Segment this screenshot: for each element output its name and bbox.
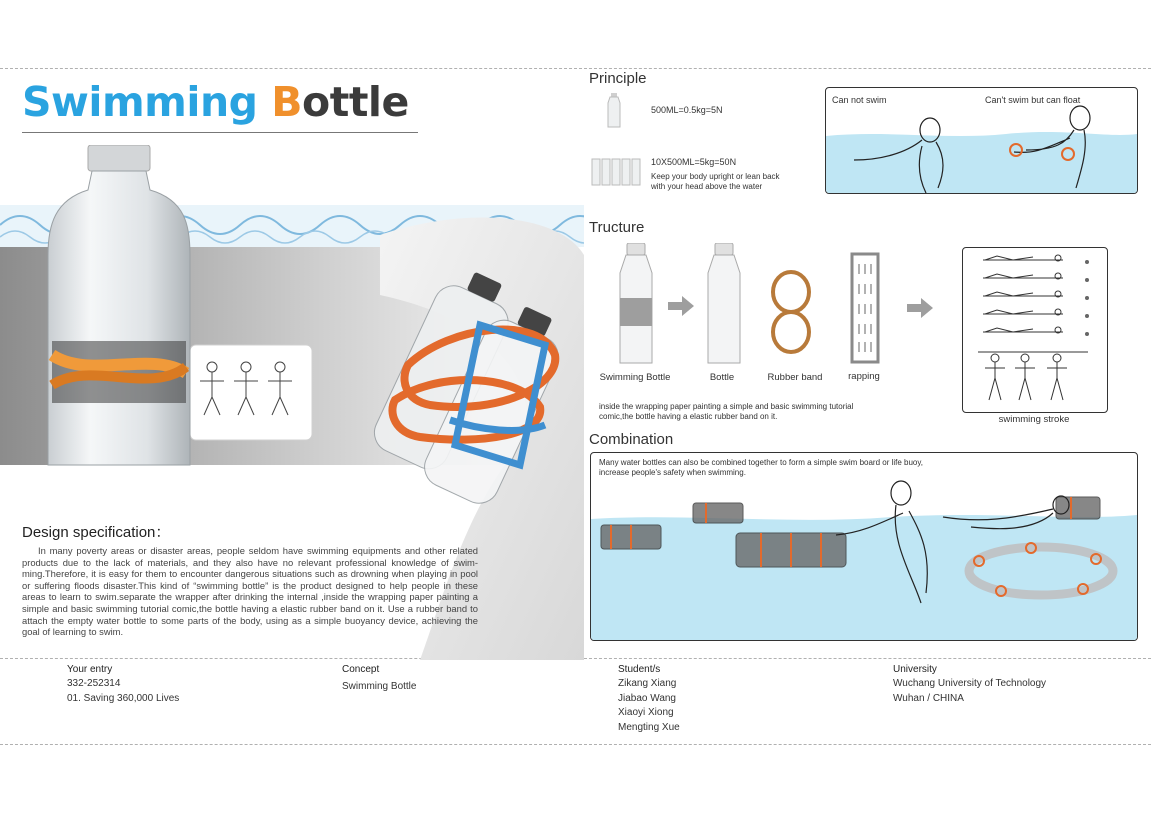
footer-entry-values [67,677,179,706]
footer-entry-line: 332-252314 [67,678,121,689]
student-name: Mengting Xue [618,721,680,733]
arrow-right-icon [668,296,694,316]
structure-note: inside the wrapping paper painting a simple and basic swimming tutorial comic,the bottle having a elastic rubber band on it. [599,402,854,421]
arrow-right-icon-2 [907,298,933,318]
structure-heading: Tructure [589,219,645,236]
title-letter-b: B [271,78,303,126]
swimming-stroke-comic [963,248,1107,412]
title-underline [22,132,418,133]
footer-university-label: University [893,664,937,675]
wrapping-paper-icon [850,252,880,364]
bottom-dashed-line [0,744,1151,745]
principle-line-1: 500ML=0.5kg=5N [651,105,723,115]
principle-panel [825,87,1138,194]
label-swimming-bottle: Swimming Bottle [599,372,671,383]
principle-heading: Principle [589,70,647,87]
combination-illustration [591,453,1137,640]
bottle-icon [700,243,748,367]
floating-people-illustration [826,88,1137,193]
footer-students-values [618,677,680,735]
swimming-stroke-label: swimming stroke [998,414,1070,425]
label-rubber-band: Rubber band [767,372,823,383]
page-title [22,78,409,126]
design-spec-heading: Design specification： [22,524,171,541]
swimming-bottle-icon [612,243,660,367]
footer-university-values [893,677,1046,706]
footer-students-label: Student/s [618,664,661,675]
rubber-band-icon [766,270,816,356]
student-name: Jiabao Wang [618,692,676,704]
footer-entry-line: 01. Saving 360,000 Lives [67,692,180,704]
footer-concept-label: Concept [342,664,380,675]
combination-note: Many water bottles can also be combined together to form a simple swim board or life buoy, increase people's safety when swimming. [599,458,924,477]
design-spec-body: In many poverty areas or disaster areas, people seldom have swimming equipments and other related products due to the lack of materials, and they also have no relevant professional knowledge of swim-ming.Therefore, it is easy for them to encounter dangerous situations such as drowning when playing in pool or suffering floods disaster.This kind of “swimming bottle” is the product designed to help people in these areas to learn to swim.separate the wrapper after drinking the internal ,inside the wrapping paper painting a simple and basic swimming tutorial comic,the bottle having a elastic rubber band on it. Use a rubber band to attach the empty water bottle to some parts of the body, using as a simple buoyancy device, achieving the goal of learning to swim. [22,545,478,638]
title-word-swimming: Swimming [22,78,272,126]
can-float-label: Can't swim but can float [985,95,1081,105]
label-wrapping: rapping [848,371,880,382]
top-dashed-line [0,68,1151,69]
footer-concept-values [342,680,416,695]
principle-line-2: 10X500ML=5kg=50N [651,157,737,167]
swimming-stroke-panel [962,247,1108,413]
student-name: Zikang Xiang [618,678,677,689]
title-word-ottle: ottle [302,78,409,126]
principle-note: Keep your body upright or lean back with your head above the water [651,172,780,191]
label-bottle: Bottle [709,372,735,383]
ten-bottles-icon [590,155,642,191]
combination-heading: Combination [589,431,674,448]
footer-university-line: Wuhan / CHINA [893,692,964,704]
footer-university-line: Wuchang University of Technology [893,678,1047,689]
single-bottle-icon [606,93,622,129]
cannot-swim-label: Can not swim [832,95,887,105]
footer-concept-line: Swimming Bottle [342,681,417,692]
student-name: Xiaoyi Xiong [618,707,674,718]
combination-panel [590,452,1138,641]
footer-entry-label: Your entry [67,664,113,675]
